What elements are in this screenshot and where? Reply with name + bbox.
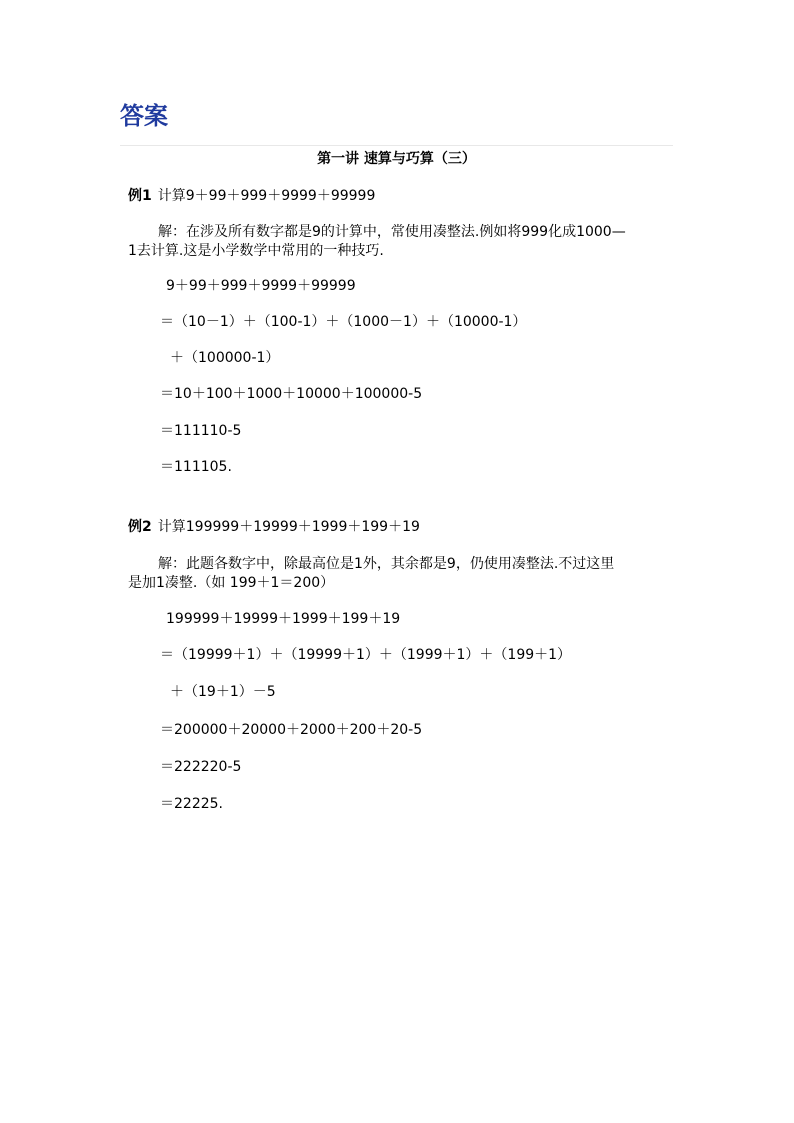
example-1-solution-line-1: 解：在涉及所有数字都是9的计算中，常使用凑整法.例如将999化成1000— xyxy=(158,224,626,240)
example-1-solution xyxy=(128,223,681,261)
example-1-step-1: 9＋99＋999＋9999＋99999 xyxy=(166,278,356,294)
example-1-step-5: ＝111110-5 xyxy=(160,423,242,439)
example-2-step-4: ＝200000＋20000＋2000＋200＋20-5 xyxy=(160,722,423,738)
example-2-step-2: ＝（19999＋1）＋（19999＋1）＋（1999＋1）＋（199＋1） xyxy=(160,647,572,663)
example-2-question: 计算199999＋19999＋1999＋199＋19 xyxy=(157,519,420,535)
answer-heading: 答案 xyxy=(120,102,168,130)
example-1-label: 例1 xyxy=(128,188,152,204)
lecture-title: 第一讲 速算与巧算（三） xyxy=(317,151,476,167)
example-2-header xyxy=(128,518,420,536)
example-2-step-6: ＝22225. xyxy=(160,796,223,812)
example-2-label: 例2 xyxy=(128,519,152,535)
example-2-solution-line-1: 解：此题各数字中，除最高位是1外，其余都是9，仍使用凑整法.不过这里 xyxy=(158,556,615,572)
example-2-step-1: 199999＋19999＋1999＋199＋19 xyxy=(166,611,401,627)
example-1-header xyxy=(128,187,375,205)
example-2-step-5: ＝222220-5 xyxy=(160,759,242,775)
example-1-solution-line-2: 1去计算.这是小学数学中常用的一种技巧. xyxy=(128,243,384,259)
example-2-solution-line-2: 是加1凑整.（如 199＋1＝200） xyxy=(128,575,335,591)
heading-divider xyxy=(120,145,673,146)
example-1-step-2: ＝（10－1）＋（100-1）＋（1000－1）＋（10000-1） xyxy=(160,314,527,330)
example-1-question: 计算9＋99＋999＋9999＋99999 xyxy=(157,188,376,204)
example-2-solution xyxy=(128,555,681,593)
example-1-step-3: ＋（100000-1） xyxy=(170,350,280,366)
example-1-step-4: ＝10＋100＋1000＋10000＋100000-5 xyxy=(160,386,423,402)
example-1-step-6: ＝111105. xyxy=(160,459,232,475)
example-2-step-3: ＋（19＋1）－5 xyxy=(170,684,276,700)
